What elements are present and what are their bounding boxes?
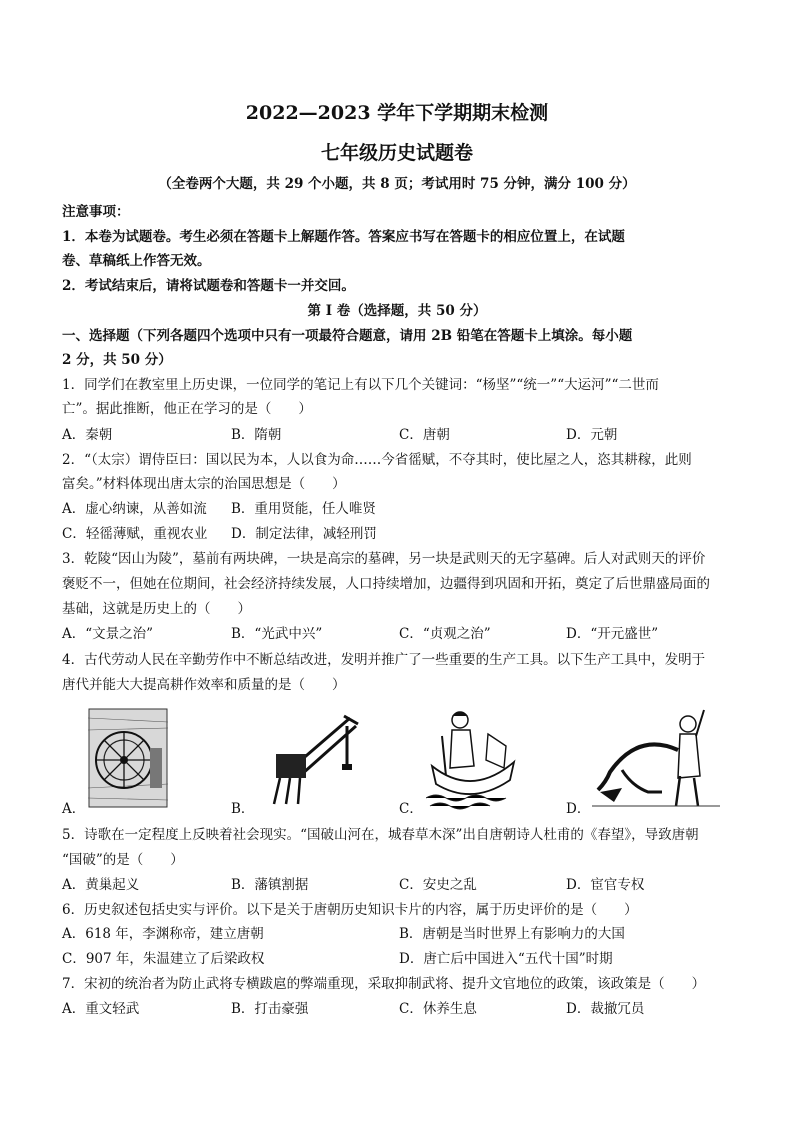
question-6-option-c: C．907 年，朱温建立了后梁政权 (62, 951, 265, 967)
question-5-option-b: B．藩镇割据 (231, 877, 309, 893)
notice-item-1-line-2: 卷、草稿纸上作答无效。 (62, 253, 211, 269)
question-3-line-2: 褒贬不一，但她在位期间，社会经济持续发展，人口持续增加，边疆得到巩固和开拓，奠定了后世鼎盛局面的 (62, 576, 710, 592)
question-4-line-2: 唐代并能大大提高耕作效率和质量的是（ ） (62, 677, 346, 693)
question-5-option-c: C．安史之乱 (399, 877, 477, 893)
section-label: 第 I 卷（选择题，共 50 分） (307, 303, 487, 319)
question-5-option-a: A．黄巢起义 (62, 877, 140, 893)
question-3-option-a: A．“文景之治” (62, 626, 154, 642)
seed-drill-illustration (262, 708, 362, 808)
question-7-option-a: A．重文轻武 (62, 1001, 140, 1017)
question-2-option-a: A．虚心纳谏，从善如流 (62, 501, 207, 517)
notice-heading: 注意事项： (62, 204, 130, 220)
question-2-option-c: C．轻徭薄赋，重视农业 (62, 526, 208, 542)
notice-item-1-line-1: 1．本卷为试题卷。考生必须在答题卡上解题作答。答案应书写在答题卡的相应位置上，在试题 (62, 229, 625, 245)
question-7-option-d: D．裁撤冗员 (566, 1001, 645, 1017)
part1-instruction-line-2: 2 分，共 50 分） (62, 352, 172, 368)
question-4-option-b: B． (231, 801, 255, 817)
question-4-line-1: 4．古代劳动人民在辛勤劳作中不断总结改进，发明并推广了一些重要的生产工具。以下生产工具中，发明于 (62, 652, 706, 668)
question-6-line-1: 6．历史叙述包括史实与评价。以下是关于唐朝历史知识卡片的内容，属于历史评价的是（ ） (62, 902, 638, 918)
exam-title: 2022—2023 学年下学期期末检测 (245, 102, 549, 124)
question-2-line-1: 2．“（太宗）谓侍臣曰：国以民为本，人以食为命……今省徭赋，不夺其时，使比屋之人，恣其耕稼，此则 (62, 452, 692, 468)
question-1-line-2: 亡”。据此推断，他正在学习的是（ ） (62, 401, 312, 417)
part1-instruction-line-1: 一、选择题（下列各题四个选项中只有一项最符合题意，请用 2B 铅笔在答题卡上填涂。每小题 (62, 328, 633, 344)
question-6-option-d: D．唐亡后中国进入“五代十国”时期 (399, 951, 613, 967)
question-3-option-d: D．“开元盛世” (566, 626, 659, 642)
question-1-option-c: C．唐朝 (399, 427, 450, 443)
question-7-option-b: B．打击豪强 (231, 1001, 309, 1017)
boat-worker-illustration (426, 706, 518, 810)
question-1-option-b: B．隋朝 (231, 427, 282, 443)
curved-plow-illustration (592, 706, 722, 810)
question-7-line-1: 7．宋初的统治者为防止武将专横跋扈的弊端重现，采取抑制武将、提升文官地位的政策，该政策是（ ） (62, 976, 706, 992)
question-4-option-a: A． (62, 801, 86, 817)
question-4-option-d: D． (566, 801, 591, 817)
question-1-line-1: 1．同学们在教室里上历史课，一位同学的笔记上有以下几个关键词：“杨坚”“统一”“大运河”“二世而 (62, 377, 659, 393)
exam-subtitle: 七年级历史试题卷 (320, 142, 473, 164)
question-5-line-2: “国破”的是（ ） (62, 852, 184, 868)
question-7-option-c: C．休养生息 (399, 1001, 477, 1017)
exam-info: （全卷两个大题，共 29 个小题，共 8 页；考试用时 75 分钟，满分 100 分） (158, 176, 636, 192)
question-1-option-d: D．元朝 (566, 427, 618, 443)
question-1-option-a: A．秦朝 (62, 427, 113, 443)
question-5-option-d: D．宦官专权 (566, 877, 645, 893)
question-5-line-1: 5．诗歌在一定程度上反映着社会现实。“国破山河在，城春草木深”出自唐朝诗人杜甫的《春望》，导致唐朝 (62, 827, 699, 843)
question-3-line-1: 3．乾陵“因山为陵”，墓前有两块碑，一块是高宗的墓碑，另一块是武则天的无字墓碑。后人对武则天的评价 (62, 551, 706, 567)
question-2-option-d: D．制定法律，减轻刑罚 (231, 526, 377, 542)
question-3-line-3: 基础，这就是历史上的（ ） (62, 601, 251, 617)
notice-item-2: 2．考试结束后，请将试题卷和答题卡一并交回。 (62, 278, 355, 294)
question-2-line-2: 富矣。”材料体现出唐太宗的治国思想是（ ） (62, 476, 346, 492)
question-2-option-b: B．重用贤能，任人唯贤 (231, 501, 376, 517)
question-6-option-b: B．唐朝是当时世界上有影响力的大国 (399, 926, 625, 942)
waterwheel-illustration (88, 708, 168, 808)
question-3-option-c: C．“贞观之治” (399, 626, 491, 642)
question-3-option-b: B．“光武中兴” (231, 626, 323, 642)
question-6-option-a: A．618 年，李渊称帝，建立唐朝 (62, 926, 264, 942)
question-4-option-c: C． (399, 801, 423, 817)
